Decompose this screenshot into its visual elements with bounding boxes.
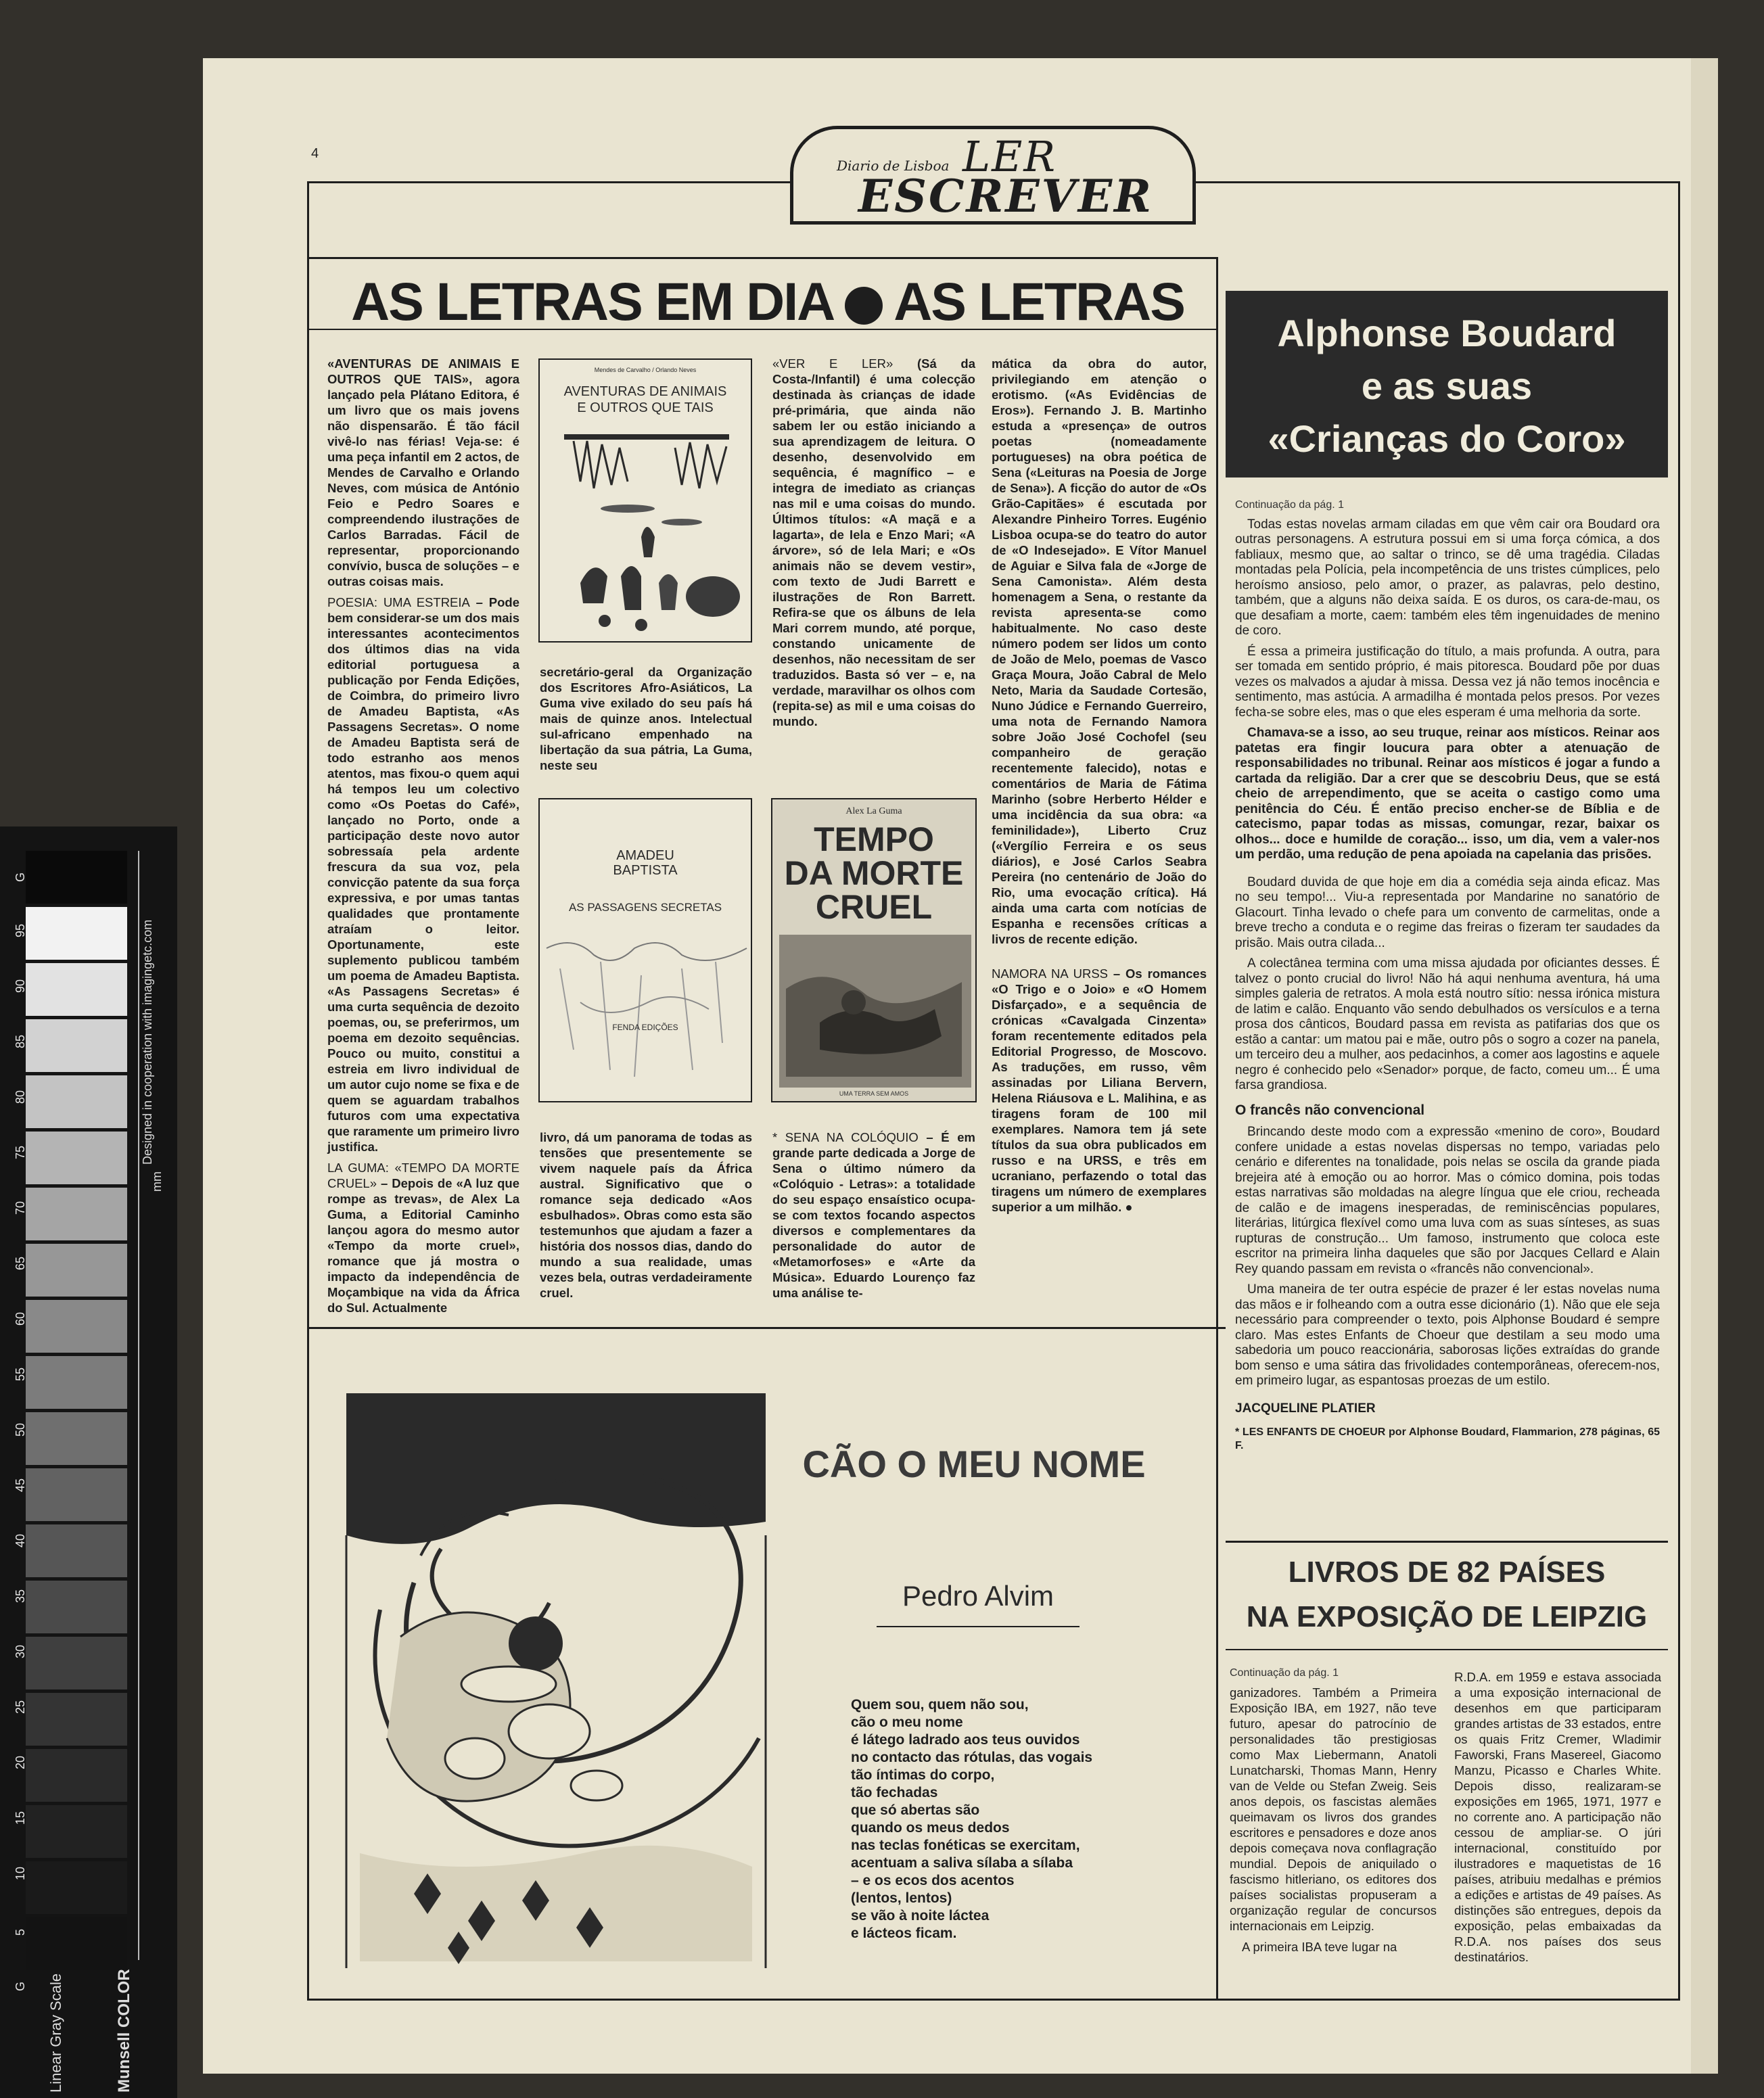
boudard-paragraph: Todas estas novelas armam ciladas em que vêm cair ora Boudard ora outras personagens. A estrutura possui em si uma força cómica, a dos fabliaux, mesmo que, ao saltar o trinco, se dê uma tragédia. Ciladas montadas pela Polícia, pela incompetência de uns tristes cúmplices, pelo heroísmo ansioso, pelo amor, o prazer, as palavras, pelo destino, também, que a alguns não deixa saída. E os duros, os cara-de-mau, os que desafiam a morte, caem: também eles têm ingenuidades de menino de coro. — [1235, 517, 1660, 638]
gray-chip — [26, 1019, 127, 1072]
boudard-title-box — [1226, 291, 1668, 477]
gray-chip — [26, 1075, 127, 1128]
boudard-paragraph: Boudard duvida de que hoje em dia a comédia seja ainda eficaz. Mas no seu tempo!... Viu-a representada por Mandarine no sanatório de Glacourt. Tinha levado o chefe para um convento de carmelitas, onde a breve trecho a conduta e o regime das freiras o fizeram ter saudades da prisão. Mais outra cilada... — [1235, 875, 1660, 950]
cover-title-2: DA MORTE — [784, 854, 964, 892]
gray-chip — [26, 1917, 127, 1970]
item-lead: «AVENTURAS DE ANIMAIS E OUTROS QUE TAIS» — [327, 356, 519, 386]
poem-author: Pedro Alvim — [902, 1580, 1054, 1612]
poem-line: quando os meus dedos — [851, 1820, 1010, 1836]
book-cover-aventuras — [538, 358, 752, 643]
cover-illustration-rocks — [540, 799, 752, 1102]
item-text: (Sá da Costa-/Infantil) é uma colecção destinada às crianças de idade pré-primária, que ainda não sabem ler ou estão iniciando a sua aprendizagem de leitura. O desenho, desenvolvido em sequência, é magnífico – e integra de imediato as crianças nas mil e uma coisas do mundo. Últimos títulos: «A maçã e a lagarta», de Iela e Enzo Mari; «A árvore», só de Iela Mari; e «Os animais não se devem vestir», com texto de Judi Barrett e ilustrações de Ron Barrett. Refira-se que os álbuns de Iela Mari correm mundo, até porque, constando unicamente de desenhos, não necessitam de ser traduzidos. Basta só ver – e, na verdade, maravilhar os olhos com (repita-se) as mil e uma coisas do mundo. — [772, 356, 975, 728]
gray-chip — [26, 1861, 127, 1914]
item-lead: LA GUMA: «TEMPO DA MORTE CRUEL» — [327, 1161, 519, 1190]
scale-label: 60 — [14, 1311, 27, 1326]
poem-text — [851, 1696, 1203, 1942]
leipzig-title — [1226, 1550, 1668, 1639]
poem-author-underline — [877, 1626, 1080, 1627]
item-ver-e-ler — [772, 356, 975, 729]
continuation-note: Continuação da pág. 1 — [1235, 499, 1345, 511]
cover-title-2: E OUTROS QUE TAIS — [577, 400, 714, 415]
boudard-title-3: «Crianças do Coro» — [1268, 417, 1626, 460]
poem-line: tão fechadas — [851, 1785, 938, 1800]
boudard-article — [1235, 498, 1660, 1458]
target-vertical-text: Designed in cooperation with imagingetc.com — [141, 919, 154, 1165]
gray-scale-target — [0, 826, 177, 2098]
leipzig-title-2: NA EXPOSIÇÃO DE LEIPZIG — [1246, 1600, 1648, 1633]
scale-label: 40 — [14, 1533, 27, 1547]
scale-label: 50 — [14, 1422, 27, 1437]
gray-chip — [26, 1188, 127, 1240]
item-laguma — [327, 1160, 519, 1315]
leipzig-text: ganizadores. Também a Primeira Exposição IBA, em 1927, não teve futuro, apesar do patrocínio de personalidades tão prestigiosas como Max Liebermann, Anatoli Lunatcharski, Thomas Mann, Henry van de Velde ou Stefan Zweig. Seis anos depois, os fascistas alemães queimavam os livros dos grandes escritores e pensadores e doze anos depois começava nova conflagração mundial. Depois de aniquilado o fascismo hitleriano, os editores dos países socialistas propuseram a organização regular de concursos internacionais em Leipzig. — [1230, 1685, 1437, 1933]
gray-chip — [26, 1693, 127, 1746]
poem-title: CÃO O MEU NOME — [802, 1443, 1146, 1485]
item-lead: NAMORA NA URSS — [992, 966, 1108, 981]
laguma-end: livro, dá um panorama de todas as tensões que presentemente se vivem naquele país da África austral. Significativo que o romance seja dedicado «Aos esbulhados». Obras como esta são testemunhos que ajudam a fazer a história dos nossos dias, dando do mundo a sua realidade, umas vezes bela, outras verdadeiramente cruel. — [540, 1130, 752, 1300]
gray-chip — [26, 1468, 127, 1521]
headline-left: AS LETRAS EM DIA — [351, 271, 835, 331]
item-text: – É em grande parte dedicada a Jorge de Sena o último número da «Colóquio - Letras»: a totalidade do seu espaço ensaístico ocupa-se com textos focando aspectos diversos e complementares da personalidade do autor de «Metamorfoses» e «Arte da Música». Eduardo Lourenço faz uma análise te- — [772, 1130, 975, 1300]
scale-label: 25 — [14, 1700, 27, 1714]
item-lead: * SENA NA COLÓQUIO — [772, 1130, 919, 1144]
cover-author-2: BAPTISTA — [613, 863, 678, 878]
masthead-ler: LER — [962, 132, 1057, 181]
gray-chip — [26, 1805, 127, 1858]
cover-authors: Mendes de Carvalho / Orlando Neves — [594, 367, 697, 373]
poem-line: e lácteos ficam. — [851, 1926, 957, 1941]
poem-line: é látego ladrado aos teus ouvidos — [851, 1732, 1080, 1748]
scale-label: 10 — [14, 1866, 27, 1880]
boudard-subheading: O francês não convencional — [1235, 1102, 1425, 1118]
poem-line: que só abertas são — [851, 1802, 980, 1818]
cover-footer: UMA TERRA SEM AMOS — [839, 1090, 909, 1097]
rule-column-divider — [1216, 257, 1218, 1327]
poem-line: acentuam a saliva sílaba a sílaba — [851, 1855, 1073, 1871]
gray-chip — [26, 1132, 127, 1184]
leipzig-text-last: A primeira IBA teve lugar na — [1242, 1940, 1397, 1954]
scale-label: 45 — [14, 1478, 27, 1492]
rule-under-leipzig-title — [1226, 1649, 1668, 1650]
masthead-escrever: ESCREVER — [858, 170, 1154, 223]
column-a — [327, 356, 519, 1321]
sena-continued: mática da obra do autor, privilegiando em atenção o erotismo. («As Evidências de Eros»). Fernando J. B. Martinho estuda a «presença» de outros poetas (nomeadamente portugueses) na obra poética de Sena («Leituras na Poesia de Jorge de Sena»). A ficção do autor de «Os Grão-Capitães» é escutada por Alexandre Pinheiro Torres. Eugénio Lisboa ocupa-se do teatro do autor de «O Indesejado». E Vítor Manuel de Aguiar e Silva fala de «Jorge de Sena Camonista». Além desta homenagem a Sena, o restante da revista apresenta-se como habitualmente. No caso deste número podem ser lidos um conto de João de Melo, poemas de Vasco Graça Moura, João Cabral de Melo Neto, Maria da Saudade Cortesão, Nuno Júdice e Fernando Guerreiro, uma nota de Fernando Namora sobre João José Cochofel (seu companheiro de geração recentemente falecido), notas e comentários de Maria de Fátima Marinho (sobre Herberto Hélder e uma incidência da sua obra: «a feminilidade»), Liberto Cruz («Vergílio Ferreira e os seus diários), e José Carlos Seabra Pereira (no centenário de João do Rio, uma evocação crítica). Há ainda uma carta com notícias de Espanha e recensões críticas a livros de recente edição. — [992, 356, 1207, 946]
masthead — [790, 126, 1196, 225]
poem-line: se vão à noite láctea — [851, 1908, 990, 1924]
scale-label: 85 — [14, 1034, 27, 1048]
bullet-dot-icon — [845, 287, 883, 325]
laguma-continued: secretário-geral da Organização dos Escritores Afro-Asiáticos, La Guma vive exilado do seu país há mais de quinze anos. Intelectual sul-africano empenhado na libertação da sua pátria, La Guma, neste seu — [540, 665, 752, 772]
item-text: – Pode bem considerar-se um dos mais interessantes acontecimentos dos últimos dias na vida editorial portuguesa a publicação por Fenda Edições, de Coimbra, do primeiro livro de Amadeu Baptista, «As Passagens Secretas». O nome de Amadeu Baptista será de todo estranho aos menos atentos, mas fixou-o quem aqui há tempos leu um colectivo como «Os Poetas do Café», lançado no Porto, onde a participação deste novo autor sobressaía pela ardente frescura da sua voz, pela convicção patente da sua força expressiva, e por umas tantas qualidades que prontamente atraíam o leitor. Oportunamente, este suplemento publicou também um poema de Amadeu Baptista. «As Passagens Secretas» é uma curta sequência de dezoito poemas, ou, se preferirmos, um poema em dezoito sequências. Pouco ou muito, constitui a estreia em livro individual de um autor cujo nome se fixa e de quem se aguardam trabalhos futuros com uma expectativa que raramente um primeiro livro justifica. — [327, 595, 519, 1154]
target-brand: Munsell COLOR — [115, 1969, 133, 2093]
scale-label: 75 — [14, 1145, 27, 1159]
rule-right-vertical — [1216, 1327, 1218, 2001]
column-c-top — [772, 356, 975, 735]
gray-chip — [26, 1749, 127, 1802]
item-sena-coloquio — [772, 1129, 975, 1301]
item-lead: «VER E LER» — [772, 356, 893, 371]
item-lead: POESIA: UMA ESTREIA — [327, 595, 470, 609]
poem-line: Quem sou, quem não sou, — [851, 1697, 1029, 1712]
poem-line: – e os ecos dos acentos — [851, 1873, 1015, 1888]
leipzig-title-1: LIVROS DE 82 PAÍSES — [1288, 1556, 1606, 1589]
gray-chip — [26, 1244, 127, 1297]
gray-chip — [26, 1356, 127, 1409]
masthead-paper-name: Diario de Lisboa — [837, 158, 950, 174]
cover-author: Alex La Guma — [845, 806, 902, 816]
item-poesia — [327, 595, 519, 1155]
item-text: – Os romances «O Trigo e o Joio» e «O Homem Disfarçado», e a sequência de crónicas «Cavalgada Cinzenta» foram recentemente editados pela Editorial Progresso, de Moscovo. As traduções, em russo, vêm assinadas por Liliana Bervern, Helena Riáusova e L. Malihina, e as tiragens foram de 100 mil exemplares. Namora tem já sete títulos da sua obra publicados em russo e na URSS, e três em ucraniano, perfazendo o total das tiragens um número de exemplares superior a um milhão. — [992, 966, 1207, 1214]
boudard-paragraph: Uma maneira de ter outra espécie de prazer é ler estas novelas numa das mãos e ir folheando com a outra esse dicionário (1). Não que ele seja necessário para compreender o texto, pois Alphonse Boudard é sempre claro. Mas estes Enfants de Choeur que destilam a seu modo uma sabedoria um pouco reaccionária, saborosas lições extraídas do grande bom senso e uma sátira das frivolidades contemporâneas, oferecem-nos, em primeiro lugar, as espantosas proezas de um estilo. — [1235, 1282, 1660, 1388]
boudard-footnote: * LES ENFANTS DE CHOEUR por Alphonse Boudard, Flammarion, 278 páginas, 65 F. — [1235, 1426, 1660, 1451]
column-b-mid — [540, 664, 752, 778]
poem-line: no contacto das rótulas, das vogais — [851, 1750, 1093, 1765]
column-b-bottom — [540, 1129, 752, 1306]
page-number: 4 — [311, 146, 319, 161]
cover-title-1: TEMPO — [814, 820, 934, 858]
cover-illustration-animals — [540, 360, 752, 643]
poem-line: cão o meu nome — [851, 1715, 963, 1730]
rule-above-leipzig — [1226, 1541, 1668, 1543]
rule-under-masthead — [307, 257, 1216, 259]
gray-chips — [26, 851, 127, 1974]
cover-title-1: AVENTURAS DE ANIMAIS — [563, 384, 727, 399]
poem-line: nas teclas fonéticas se exercitam, — [851, 1838, 1080, 1853]
target-scale-name: Linear Gray Scale — [47, 1973, 64, 2093]
column-d — [992, 356, 1207, 1220]
boudard-title-1: Alphonse Boudard — [1277, 312, 1617, 354]
scale-label: 80 — [14, 1090, 27, 1104]
boudard-paragraph: Brincando deste modo com a expressão «menino de coro», Boudard confere unidade a estas novelas dispersas no tempo, variadas pelo cenário e diferentes na tonalidade, pois nelas se oscila da grande piada brejeira até à emoção ou ao horror. Mas o cómico domina, pois todas estas narrativas são moldadas na alegre língua que ele criou, recheada de calão e de imagens inesperadas, de reminiscências populares, literárias, litúrgica flexível como uma luva com as suas sínteses, as suas rupturas de construção... Um famoso, instrumento que coloca este escritor na primeira linha daqueles que são por Jacques Cellard e Alain Rey quando passam em revista o «francês não convencional». — [1235, 1125, 1660, 1276]
book-cover-tempo-da-morte-cruel — [771, 798, 977, 1102]
scale-label: 35 — [14, 1589, 27, 1603]
page-edge — [1691, 58, 1718, 2074]
gray-chip — [26, 1581, 127, 1633]
section-headline — [318, 271, 1217, 333]
scale-label: 70 — [14, 1200, 27, 1215]
headline-right: AS LETRAS — [893, 271, 1184, 331]
scale-label: 15 — [14, 1811, 27, 1825]
gray-chip — [26, 907, 127, 960]
ruler-unit: mm — [150, 1171, 164, 1192]
cover-publisher: FENDA EDIÇÕES — [612, 1023, 678, 1032]
gray-chip — [26, 1300, 127, 1353]
item-text: – Depois de «A luz que rompe as trevas», de Alex La Guma, a Editorial Caminho lançou agora do mesmo autor «Tempo da morte cruel», romance que já mostra o impacto da independência de Moçambique na vida da África do Sul. Actualmente — [327, 1176, 519, 1315]
cover-title-3: CRUEL — [815, 888, 933, 926]
scale-label: 30 — [14, 1644, 27, 1658]
boudard-title-2: e as suas — [1361, 365, 1533, 407]
item-namora-urss — [992, 966, 1207, 1215]
boudard-paragraph-bold: Chamava-se a isso, ao seu truque, reinar aos místicos. Reinar aos patetas era fingir loucura para obter a atenuação de responsabilidades no tribunal. Reinar aos místicos é jogar a fundo a cartada da religião. Dar a crer que se descobriu Deus, que se está cheio de arrependimento, que se aceita o castigo como uma penitência do Céu. É então preciso encher-se de Bíblia e de catecismo, papar todas as missas, comungar, rezar, baixar os olhos... doce e humilde de coração... isso, um dia, vem a valer-nos um perdão, uma redução de pena apoiada na capelania das prisões. — [1235, 726, 1660, 862]
boudard-signature: JACQUELINE PLATIER — [1235, 1401, 1376, 1416]
boudard-paragraph: A colectânea termina com uma missa ajudada por oficiantes desses. É talvez o ponto crucial do livro! Não há aqui nenhuma aventura, há uma simples galeria de retratos. A mola está noutro sítio: nessa irónica mistura de latim e calão. Enquanto vão sendo debulhados os versículos e a terna prosa dos cânticos, Boudard passa em revista as patifarias dos que os estão a cantar: um matou pai e mãe, outro pôs o sogro a cozer na panela, um terceiro deu a mulher, aos pedacinhos, a comer aos lagostins e aquele negro é conhecido pelo «Senador» porque, de facto, comeu um... É uma farsa grandiosa. — [1235, 956, 1660, 1092]
scale-label: 95 — [14, 923, 27, 937]
scale-label: 20 — [14, 1755, 27, 1769]
scale-label: 65 — [14, 1256, 27, 1270]
boudard-paragraph: É essa a primeira justificação do título, a mais profunda. A outra, para ser tomada em sentido próprio, é mais pitoresca. Boudard põe por duas vezes os malvados a ajudar à missa. Dessa vez já não temos inocência e sentimento, mas astúcia. A armadilha é montada pelos presos. Por vezes fecha-se sobre eles, mas o que eles esperam é uma melhoria da sorte. — [1235, 644, 1660, 720]
item-text: , agora lançado pela Plátano Editora, é um livro que os mais jovens não dispensarão. É tão fácil vivê-lo nas férias! Veja-se: é uma peça infantil em 2 actos, de Mendes de Carvalho e Orlando Neves, com música de António Feio e Pedro Soares e compreendendo ilustrações de Carlos Barradas. Fácil de representar, proporcionando convívio, busca de soluções – e outras coisas mais. — [327, 372, 519, 588]
poem-line: tão íntimas do corpo, — [851, 1767, 995, 1783]
column-c-bottom — [772, 1129, 975, 1306]
scale-label: 55 — [14, 1367, 27, 1381]
scale-label: 90 — [14, 979, 27, 993]
gray-chip — [26, 1524, 127, 1577]
book-cover-amadeu-baptista — [538, 798, 752, 1102]
item-aventuras — [327, 356, 519, 589]
scale-label: 5 — [14, 1928, 27, 1936]
scale-label: G — [14, 872, 27, 882]
continuation-note: Continuação da pág. 1 — [1230, 1667, 1339, 1679]
leipzig-col-a — [1230, 1665, 1437, 1960]
poem-line: (lentos, lentos) — [851, 1890, 952, 1906]
scale-label: G — [14, 1981, 27, 1991]
rule-above-poem — [307, 1327, 1226, 1329]
leipzig-col-b — [1454, 1669, 1661, 1970]
gray-chip — [26, 1637, 127, 1689]
gray-chip — [26, 1412, 127, 1465]
poem-illustration — [333, 1380, 779, 1975]
cover-author-1: AMADEU — [616, 848, 674, 863]
end-bullet-icon: ● — [1121, 1200, 1133, 1214]
leipzig-text: R.D.A. em 1959 e estava associada a uma exposição internacional de desenhos em que participaram grandes artistas de 33 estados, entre os quais Fritz Cremer, Wladimir Faworski, Frans Masereel, Giacomo Manzu, Picasso e Charles White. Depois disso, realizaram-se exposições em 1965, 1971, 1977 e no corrente ano. A participação não cessou de ampliar-se. O júri internacional, constituído por ilustradores e maquetistas de 16 países, atribuiu medalhas e prémios a edições e artistas de 49 países. As distinções são entregues, depois da exposição, pelas embaixadas da R.D.A. nos países dos seus destinatários. — [1454, 1670, 1661, 1964]
gray-chip — [26, 963, 127, 1016]
cover-photo — [772, 799, 977, 1102]
gray-chip — [26, 851, 127, 904]
cover-title: AS PASSAGENS SECRETAS — [568, 901, 722, 914]
